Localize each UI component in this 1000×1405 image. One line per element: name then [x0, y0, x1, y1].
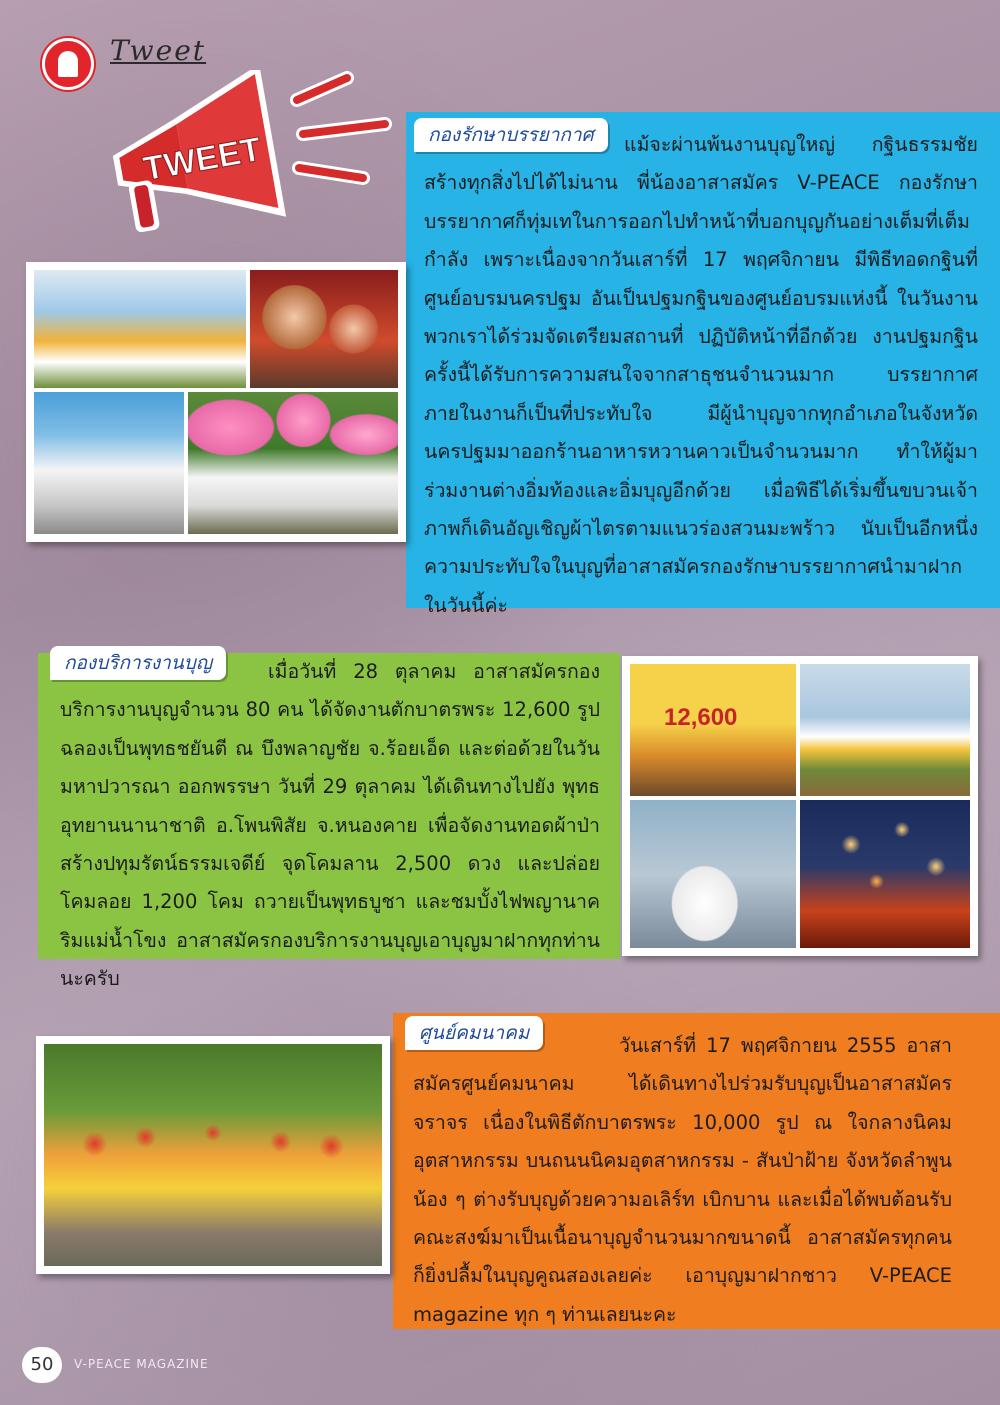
section-3-panel — [393, 1013, 1000, 1329]
section-1-photo-collage — [26, 262, 406, 542]
section-2-panel — [38, 653, 620, 991]
volunteers-group-photo — [250, 270, 398, 388]
megaphone-label: TWEET — [140, 130, 265, 189]
alms-banner-number: 12,600 — [664, 704, 738, 731]
section-2-photo-collage — [622, 656, 978, 956]
section-3-text: วันเสาร์ที่ 17 พฤศจิกายน 2555 อาสาสมัครศูนย์คมนาคม ได้เดินทางไปร่วมรับบุญเป็นอาสาสมัครจราจร เนื่องในพิธีตักบาตรพระ 10,000 รูป ณ ใจกลางนิคมอุตสาหกรรม บนถนนนิคมอุตสาหกรรม - สันป่าฝ้าย จังหวัดลำพูน น้อง ๆ ต่างรับบุญด้วยความอเลิร์ท เบิกบาน และเมื่อได้พบต้อนรับคณะสงฆ์มาเป็นเนื้อนาบุญจำนวนมากขนาดนี้ อาสาสมัครทุกคนก็ยิ่งปลื้มในบุญคูณสองเลยค่ะ เอาบุญมาฝากชาว V-PEACE magazine ทุก ๆ ท่านเลยนะคะ — [413, 1034, 952, 1326]
procession-umbrellas-photo — [188, 392, 398, 534]
field-gathering-photo — [800, 664, 970, 796]
kathin-hall-photo — [34, 270, 246, 388]
food-stall-photo — [34, 392, 184, 534]
traffic-volunteers-photo — [44, 1044, 382, 1266]
lantern-making-photo — [630, 800, 796, 948]
magazine-name: V-PEACE MAGAZINE — [74, 1357, 209, 1371]
section-3-tab: ศูนย์คมนาคม — [405, 1016, 543, 1050]
alms-banner-photo — [630, 664, 796, 796]
section-2-tab: กองบริการงานบุญ — [50, 646, 226, 680]
page-number: 50 — [22, 1347, 62, 1383]
page-title: Tweet — [110, 34, 207, 67]
megaphone-icon — [85, 70, 415, 240]
section-1-text: แม้จะผ่านพ้นงานบุญใหญ่ กฐินธรรมชัย สร้างทุกสิ่งไปได้ไม่นาน พี่น้องอาสาสมัคร V-PEACE กองรักษาบรรยากาศก็ทุ่มเทในการออกไปทำหน้าที่บอกบุญกันอย่างเต็มที่เต็มกำลัง เพราะเนื่องจากวันเสาร์ที่ 17 พฤศจิกายน มีพิธีทอดกฐินที่ศูนย์อบรมนครปฐม อันเป็นปฐมกฐินของศูนย์อบรมแห่งนี้ ในวันงานพวกเราได้ร่วมจัดเตรียมสถานที่ ปฏิบัติหน้าที่อีกด้วย งานปฐมกฐินครั้งนี้ได้รับการความสนใจจากสาธุชนจำนวนมาก บรรยากาศภายในงานก็เป็นที่ประทับใจ มีผู้นำบุญจากทุกอำเภอในจังหวัดนครปฐมมาออกร้านอาหารหวานคาวเป็นจำนวนมาก ทำให้ผู้มาร่วมงานต่างอิ่มท้องและอิ่มบุญอีกด้วย เมื่อพิธีได้เริ่มขึ้นขบวนเจ้าภาพก็เดินอัญเชิญผ้าไตรตามแนวร่องสวนมะพร้าว นับเป็นอีกหนึ่งความประทับใจในบุญที่อาสาสมัครกองรักษาบรรยากาศนำมาฝากในวันนี้ค่ะ — [424, 133, 978, 617]
section-1-tab: กองรักษาบรรยากาศ — [414, 118, 608, 152]
floating-lanterns-photo — [800, 800, 970, 948]
section-1-panel — [406, 112, 1000, 617]
section-3-photo-frame — [36, 1036, 390, 1274]
section-2-text: เมื่อวันที่ 28 ตุลาคม อาสาสมัครกองบริการงานบุญจำนวน 80 คน ได้จัดงานตักบาตรพระ 12,600 รูป ฉลองเป็นพุทธชยันตี ณ บึงพลาญชัย จ.ร้อยเอ็ด และต่อด้วยในวันมหาปวารณา ออกพรรษา วันที่ 29 ตุลาคม ได้เดินทางไปยัง พุทธอุทยานนานาชาติ อ.โพนพิสัย จ.หนองคาย เพื่อจัดงานทอดผ้าป่าสร้างปทุมรัตน์ธรรมเจดีย์ จุดโคมลาน 2,500 ดวง และปล่อยโคมลอย 1,200 โคม ถวายเป็นพุทธบูชา และชมบั้งไฟพญานาคริมแม่น้ำโขง อาสาสมัครกองบริการงานบุญเอาบุญมาฝากทุกท่านนะครับ — [60, 660, 600, 991]
